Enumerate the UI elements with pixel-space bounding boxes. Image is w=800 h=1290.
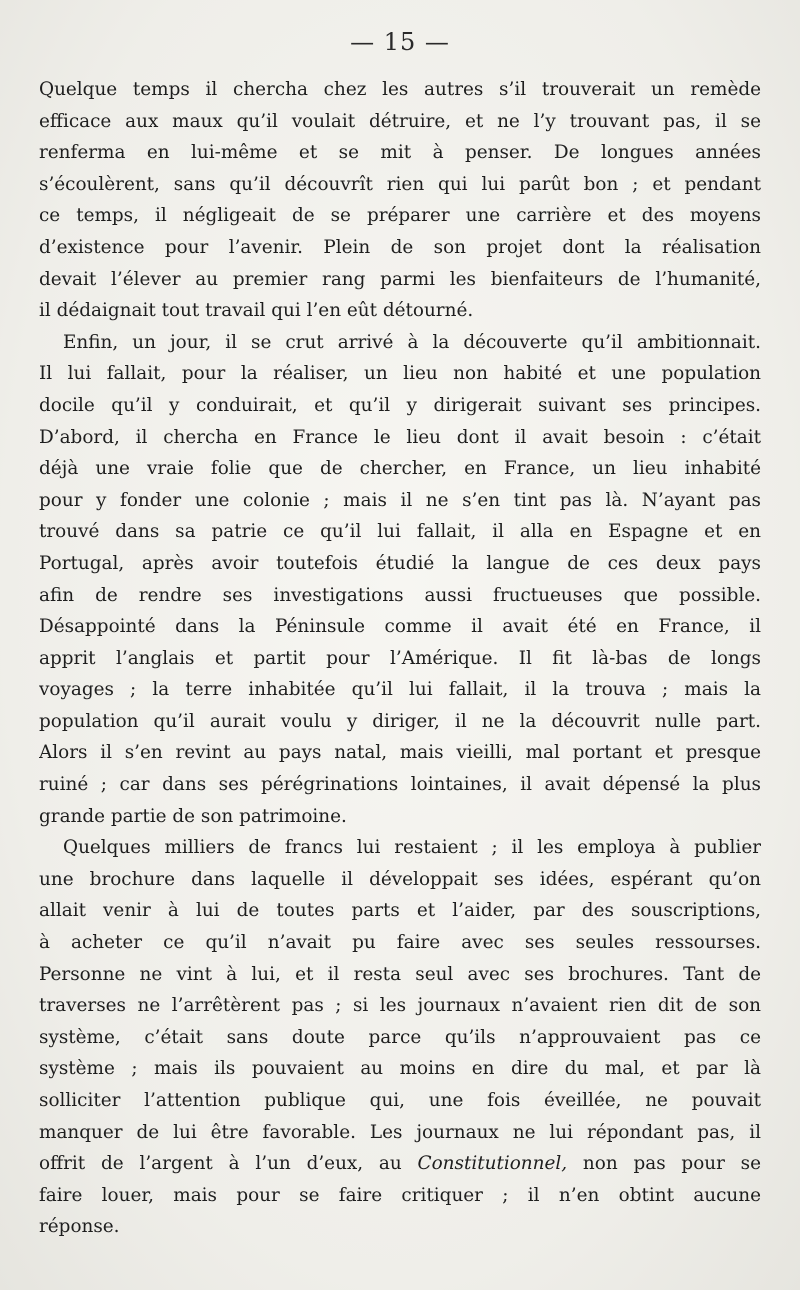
text-line: manquer de lui être favorable. Les journaux ne lui répondant pas, il [39,1121,761,1143]
text-line: grande partie de son patrimoine. [39,805,347,827]
text-line: devait l’élever au premier rang parmi les bienfaiteurs de l’humanité, [39,268,761,290]
text-line: faire louer, mais pour se faire critiquer ; il n’en obtint aucune [39,1184,761,1206]
text-line: ruiné ; car dans ses pérégrinations lointaines, il avait dépensé la plus [39,774,761,796]
body-text [39,74,761,1243]
newspaper-title: Constitutionnel, [417,1153,568,1175]
text-line: d’existence pour l’avenir. Plein de son projet dont la réalisation [39,236,761,258]
text-line: Quelques milliers de francs lui restaient ; il les employa à publier [63,837,761,859]
text-line: traverses ne l’arrêtèrent pas ; si les journaux n’avaient rien dit de son [39,995,761,1017]
text-line: système, c’était sans doute parce qu’ils n’approuvaient pas ce [39,1026,761,1048]
text-line: réponse. [39,1216,120,1238]
text-line: docile qu’il y conduirait, et qu’il y dirigerait suivant ses principes. [39,394,761,416]
text-line: Quelque temps il chercha chez les autres s’il trouverait un remède [39,79,761,100]
text-line: Personne ne vint à lui, et il resta seul avec ses brochures. Tant de [39,963,761,985]
paragraph [39,74,761,327]
text-line: à acheter ce qu’il n’avait pu faire avec ses seules ressourses. [39,932,761,954]
text-line: efficace aux maux qu’il voulait détruire, et ne l’y trouvant pas, il se [39,110,761,132]
text-line: renferma en lui-même et se mit à penser. De longues années [39,142,761,164]
text-line: ce temps, il négligeait de se préparer une carrière et des moyens [39,205,761,227]
text-line: population qu’il aurait voulu y diriger, il ne la découvrit nulle part. [39,710,761,732]
text-run: offrit de l’argent à l’un d’eux, au [39,1153,418,1175]
page-number: — 15 — [350,28,450,56]
text-line: Portugal, après avoir toutefois étudié la langue de ces deux pays [39,552,761,574]
text-line: déjà une vraie folie que de chercher, en France, un lieu inhabité [39,458,761,480]
text-line: voyages ; la terre inhabitée qu’il lui fallait, il la trouva ; mais la [39,679,761,701]
text-line: s’écoulèrent, sans qu’il découvrît rien qui lui parût bon ; et pendant [39,173,761,195]
text-line: système ; mais ils pouvaient au moins en dire du mal, et par là [39,1058,761,1080]
text-line: apprit l’anglais et partit pour l’Amérique. Il fit là-bas de longs [39,647,761,669]
text-line: allait venir à lui de toutes parts et l’aider, par des souscriptions, [39,900,761,922]
text-line: il dédaignait tout travail qui l’en eût détourné. [39,300,474,322]
text-run: non pas pour se [567,1153,761,1175]
paragraph [39,832,761,1243]
text-line: D’abord, il chercha en France le lieu dont il avait besoin : c’était [39,426,761,448]
text-line: afin de rendre ses investigations aussi fructueuses que possible. [39,584,761,606]
paragraph [39,327,761,833]
text-line: trouvé dans sa patrie ce qu’il lui fallait, il alla en Espagne et en [39,521,761,543]
text-line [39,1148,761,1180]
text-line: Enfin, un jour, il se crut arrivé à la découverte qu’il ambitionnait. [63,331,761,353]
text-line: une brochure dans laquelle il développait ses idées, espérant qu’on [39,868,761,890]
text-line: Alors il s’en revint au pays natal, mais vieilli, mal portant et presque [39,742,761,764]
text-line: Il lui fallait, pour la réaliser, un lieu non habité et une population [39,363,761,385]
text-line: pour y fonder une colonie ; mais il ne s’en tint pas là. N’ayant pas [39,489,761,511]
text-line: Désappointé dans la Péninsule comme il avait été en France, il [39,616,761,638]
text-line: solliciter l’attention publique qui, une fois éveillée, ne pouvait [39,1090,761,1111]
